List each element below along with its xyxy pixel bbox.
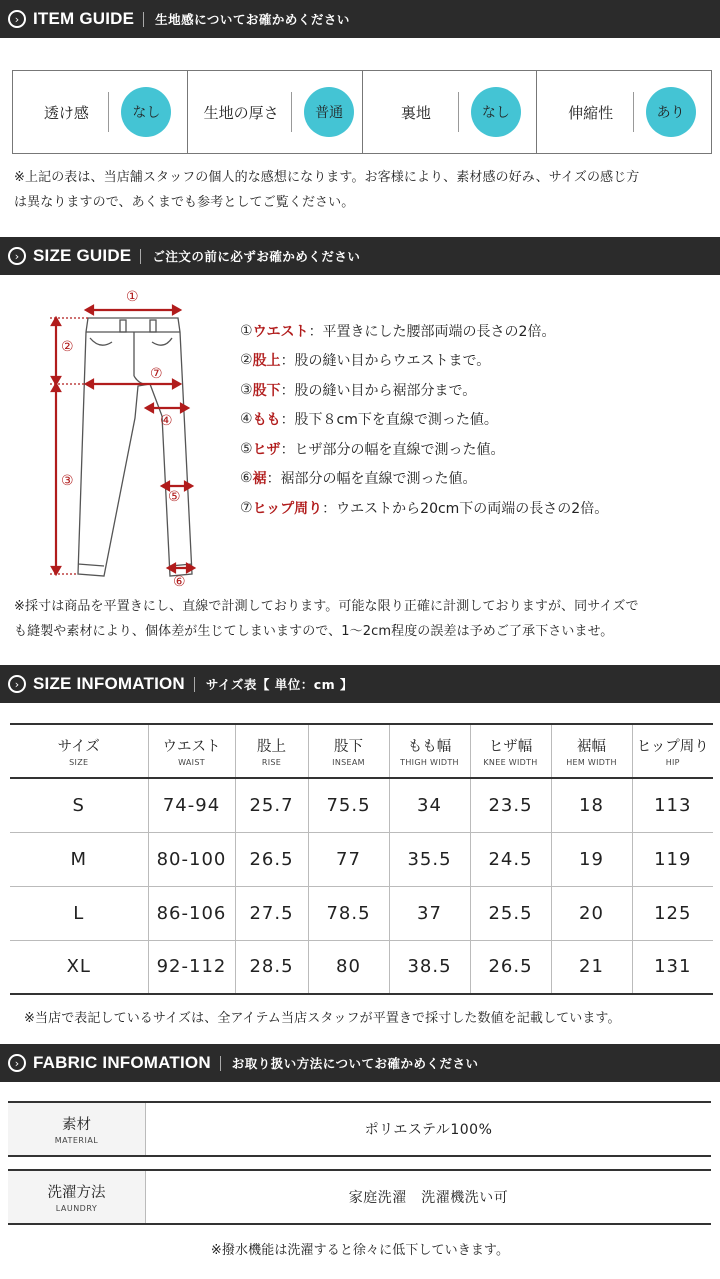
cell: 21 (551, 940, 632, 994)
table-row (10, 940, 713, 994)
cell: 19 (551, 832, 632, 886)
legend-desc: ：ウエストから20cm下の両端の長さの2倍。 (322, 500, 609, 517)
legend-desc: ：股下８cm下を直線で測った値。 (280, 412, 498, 429)
size-info-subtitle: サイズ表【 単位：cm 】 (205, 677, 354, 692)
cell: 125 (632, 886, 713, 940)
guide-divider (108, 92, 109, 132)
legend-num: ③ (240, 381, 253, 398)
legend-item-rise (240, 346, 608, 376)
legend-key: 股上 (252, 353, 281, 370)
note-line: ※採寸は商品を平置きにし、直線で計測しております。可能な限り正確に計測しておりますが、同サイズで (14, 599, 639, 614)
fabric-material-label (8, 1103, 146, 1155)
legend-key: ヒザ (252, 441, 281, 458)
fabric-material-value: ポリエステル100% (364, 1122, 493, 1138)
size-legend (240, 316, 608, 523)
label-en: MATERIAL (54, 1136, 99, 1145)
guide-divider (291, 92, 292, 132)
table-row (10, 778, 713, 832)
legend-desc: ：股の縫い目からウエストまで。 (280, 353, 491, 370)
legend-num: ② (240, 352, 253, 369)
item-guide-header (0, 0, 720, 38)
pants-diagram (40, 286, 210, 596)
cell: 26.5 (470, 940, 551, 994)
legend-item-waist (240, 316, 608, 346)
legend-desc: ：平置きにした腰部両端の長さの2倍。 (308, 323, 556, 340)
size-info-title: SIZE INFOMATION (33, 674, 185, 693)
col-header-hip: ヒップ周り HIP (632, 724, 713, 778)
guide-divider (633, 92, 634, 132)
legend-num: ④ (240, 411, 253, 428)
legend-desc: ：裾部分の幅を直線で測った値。 (266, 471, 477, 488)
header-divider (220, 1056, 221, 1071)
size-guide-note (14, 594, 639, 644)
marker-rise: ② (61, 339, 74, 355)
marker-thigh: ④ (160, 413, 173, 429)
cell: 27.5 (235, 886, 308, 940)
guide-label: 生地の厚さ (203, 103, 279, 122)
legend-key: 股下 (252, 382, 281, 399)
cell: 35.5 (389, 832, 470, 886)
cell: 131 (632, 940, 713, 994)
legend-num: ① (240, 322, 253, 339)
cell: 25.7 (235, 778, 308, 832)
fabric-laundry-value: 家庭洗濯 洗濯機洗い可 (348, 1190, 509, 1206)
fabric-material-row (8, 1101, 711, 1157)
marker-hip: ⑦ (150, 366, 163, 382)
table-row (10, 886, 713, 940)
marker-knee: ⑤ (168, 489, 181, 505)
col-header-thigh: もも幅 THIGH WIDTH (389, 724, 470, 778)
cell: 28.5 (235, 940, 308, 994)
legend-key: ヒップ周り (252, 500, 323, 517)
legend-key: もも (252, 412, 281, 429)
cell: 77 (308, 832, 389, 886)
cell: M (10, 832, 148, 886)
legend-num: ⑥ (240, 470, 253, 487)
chevron-right-icon: › (8, 1054, 26, 1072)
item-guide-subtitle: 生地感についてお確かめください (155, 12, 350, 27)
pants-outline (78, 318, 192, 576)
legend-num: ⑦ (240, 499, 253, 516)
legend-item-knee (240, 434, 608, 464)
cell: 20 (551, 886, 632, 940)
header-divider (194, 677, 195, 692)
item-guide-note (14, 165, 639, 215)
guide-label: 伸縮性 (568, 103, 614, 122)
size-guide-subtitle: ご注文の前に必ずお確かめください (152, 249, 361, 264)
note-line: ※上記の表は、当店舗スタッフの個人的な感想になります。お客様により、素材感の好み、サイズの感じ方 (14, 170, 640, 185)
size-table (10, 723, 713, 995)
size-table-header (10, 724, 713, 778)
col-header-knee: ヒザ幅 KNEE WIDTH (470, 724, 551, 778)
header-divider (140, 249, 141, 264)
marker-hem: ⑥ (173, 574, 186, 590)
cell: 78.5 (308, 886, 389, 940)
guide-cell-stretch (537, 71, 711, 153)
item-guide-table (12, 70, 712, 154)
guide-value-badge: 普通 (304, 87, 354, 137)
size-info-header (0, 665, 720, 703)
legend-key: 裾 (252, 471, 267, 488)
legend-key: ウエスト (252, 323, 309, 340)
legend-num: ⑤ (240, 440, 253, 457)
cell: 92-112 (148, 940, 235, 994)
col-header-rise: 股上 RISE (235, 724, 308, 778)
header-divider (143, 12, 144, 27)
chevron-right-icon: › (8, 10, 26, 28)
guide-value-badge: あり (646, 87, 696, 137)
guide-label: 裏地 (400, 103, 431, 122)
col-header-inseam: 股下 INSEAM (308, 724, 389, 778)
col-header-waist: ウエスト WAIST (148, 724, 235, 778)
guide-cell-lining (363, 71, 538, 153)
cell: 37 (389, 886, 470, 940)
cell: 74-94 (148, 778, 235, 832)
item-guide-title: ITEM GUIDE (33, 9, 135, 28)
fabric-laundry-label (8, 1171, 146, 1223)
cell: 38.5 (389, 940, 470, 994)
cell: 75.5 (308, 778, 389, 832)
marker-waist: ① (126, 289, 139, 305)
marker-inseam: ③ (61, 473, 74, 489)
cell: 113 (632, 778, 713, 832)
size-guide-header (0, 237, 720, 275)
cell: 86-106 (148, 886, 235, 940)
guide-cell-thickness (188, 71, 363, 153)
col-header-hem: 裾幅 HEM WIDTH (551, 724, 632, 778)
cell: L (10, 886, 148, 940)
fabric-info-header (0, 1044, 720, 1082)
guide-label: 透け感 (43, 103, 89, 122)
cell: 24.5 (470, 832, 551, 886)
cell: 80 (308, 940, 389, 994)
label-en: LAUNDRY (55, 1204, 98, 1213)
size-info-note: ※当店で表記しているサイズは、全アイテム当店スタッフが平置きで採寸した数値を記載しています。 (24, 1011, 621, 1026)
legend-item-inseam (240, 375, 608, 405)
guide-value-badge: なし (471, 87, 521, 137)
guide-divider (458, 92, 459, 132)
legend-desc: ：ヒザ部分の幅を直線で測った値。 (280, 441, 505, 458)
guide-cell-sheerness (13, 71, 188, 153)
legend-item-hip (240, 493, 608, 523)
note-line: も縫製や素材により、個体差が生じてしまいますので、1〜2cm程度の誤差は予めご了承下さいませ。 (14, 624, 614, 639)
cell: 18 (551, 778, 632, 832)
chevron-right-icon: › (8, 675, 26, 693)
legend-desc: ：股の縫い目から裾部分まで。 (280, 382, 477, 399)
legend-item-hem (240, 464, 608, 494)
fabric-laundry-row (8, 1169, 711, 1225)
fabric-info-title: FABRIC INFOMATION (33, 1053, 211, 1072)
size-guide-title: SIZE GUIDE (33, 246, 132, 265)
fabric-note: ※撥水機能は洗濯すると徐々に低下していきます。 (210, 1243, 510, 1258)
cell: 26.5 (235, 832, 308, 886)
table-row (10, 832, 713, 886)
cell: XL (10, 940, 148, 994)
guide-value-badge: なし (121, 87, 171, 137)
cell: 23.5 (470, 778, 551, 832)
cell: 80-100 (148, 832, 235, 886)
cell: S (10, 778, 148, 832)
fabric-info-subtitle: お取り扱い方法についてお確かめください (231, 1056, 479, 1071)
label-jp: 洗濯方法 (47, 1185, 106, 1201)
chevron-right-icon: › (8, 247, 26, 265)
col-header-size: サイズ SIZE (10, 724, 148, 778)
label-jp: 素材 (62, 1117, 91, 1133)
note-line: は異なりますので、あくまでも参考としてご覧ください。 (14, 195, 355, 210)
cell: 25.5 (470, 886, 551, 940)
cell: 34 (389, 778, 470, 832)
cell: 119 (632, 832, 713, 886)
legend-item-thigh (240, 405, 608, 435)
